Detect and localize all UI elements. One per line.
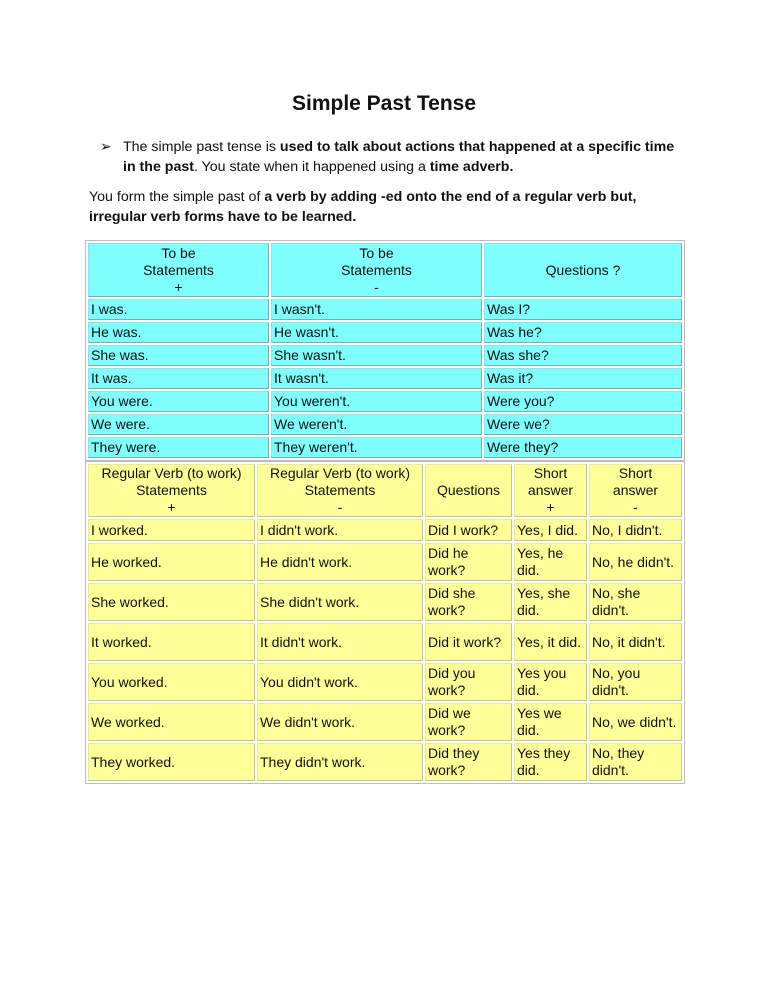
table-row bbox=[88, 543, 682, 581]
table-cell: You were. bbox=[88, 391, 269, 412]
table-cell: I didn't work. bbox=[257, 519, 423, 541]
table-row bbox=[88, 322, 682, 343]
table-row bbox=[88, 345, 682, 366]
text: You form the simple past of bbox=[89, 189, 265, 205]
table-cell: It wasn't. bbox=[271, 368, 482, 389]
table-cell: Were you? bbox=[484, 391, 682, 412]
table-cell: Was he? bbox=[484, 322, 682, 343]
table-cell: You weren't. bbox=[271, 391, 482, 412]
table-cell: She wasn't. bbox=[271, 345, 482, 366]
header-line: + bbox=[167, 499, 176, 515]
table-cell: Did she work? bbox=[425, 583, 512, 621]
table-row bbox=[88, 437, 682, 458]
table-row bbox=[88, 414, 682, 435]
header-line: To be bbox=[161, 244, 196, 261]
header-line: Statements bbox=[143, 261, 214, 278]
table-cell: She was. bbox=[88, 345, 269, 366]
header-line: Statements bbox=[136, 482, 207, 498]
header-row bbox=[88, 243, 682, 297]
table-cell: We were. bbox=[88, 414, 269, 435]
header-line: - bbox=[374, 278, 379, 295]
header-line: Questions ? bbox=[545, 261, 621, 278]
column-header bbox=[271, 243, 482, 297]
table-cell: Did they work? bbox=[425, 743, 512, 781]
header-line: Statements bbox=[304, 482, 376, 498]
header-line: answer bbox=[612, 482, 659, 498]
table-cell: Did it work? bbox=[425, 623, 512, 661]
table-cell: You worked. bbox=[88, 663, 255, 701]
table-cell: Was I? bbox=[484, 299, 682, 320]
header-line: To be bbox=[359, 244, 394, 261]
table-cell: We didn't work. bbox=[257, 703, 423, 741]
table-cell: Yes, it did. bbox=[514, 623, 587, 661]
text: The simple past tense is bbox=[123, 139, 280, 155]
bold-text: a verb by adding -ed onto the end of a regular verb but, irregular verb forms have to be learned. bbox=[89, 189, 637, 225]
table-cell: No, it didn't. bbox=[589, 623, 682, 661]
table-cell: She didn't work. bbox=[257, 583, 423, 621]
header-line: Statements bbox=[341, 261, 412, 278]
table-cell: We weren't. bbox=[271, 414, 482, 435]
header-row bbox=[88, 464, 682, 517]
table-cell: Yes, I did. bbox=[514, 519, 587, 541]
table-cell: Did you work? bbox=[425, 663, 512, 701]
arrow-bullet-icon: ➢ bbox=[100, 139, 112, 155]
table-cell: Yes, she did. bbox=[514, 583, 587, 621]
header-line: Regular Verb (to work) bbox=[101, 465, 242, 481]
table-cell: She worked. bbox=[88, 583, 255, 621]
table-cell: You didn't work. bbox=[257, 663, 423, 701]
table-row bbox=[88, 663, 682, 701]
table-cell: It worked. bbox=[88, 623, 255, 661]
table-cell: Did we work? bbox=[425, 703, 512, 741]
table-row bbox=[88, 623, 682, 661]
page-title: Simple Past Tense bbox=[291, 92, 477, 115]
table-cell: Was she? bbox=[484, 345, 682, 366]
table-cell: Were we? bbox=[484, 414, 682, 435]
table-row bbox=[88, 583, 682, 621]
table-cell: Did he work? bbox=[425, 543, 512, 581]
column-header bbox=[514, 464, 587, 517]
table-cell: Were they? bbox=[484, 437, 682, 458]
table-cell: Did I work? bbox=[425, 519, 512, 541]
header-line: Short bbox=[533, 465, 568, 481]
table-row bbox=[88, 391, 682, 412]
table-cell: Yes they did. bbox=[514, 743, 587, 781]
table-cell: I was. bbox=[88, 299, 269, 320]
header-line: + bbox=[174, 278, 183, 295]
column-header bbox=[88, 464, 255, 517]
column-header bbox=[257, 464, 423, 517]
column-header bbox=[589, 464, 682, 517]
regular-verb-table bbox=[85, 461, 685, 784]
text: . You state when it happened using a bbox=[193, 159, 430, 175]
header-line: + bbox=[546, 499, 555, 515]
column-header bbox=[484, 243, 682, 297]
table-cell: No, they didn't. bbox=[589, 743, 682, 781]
table-cell: No, you didn't. bbox=[589, 663, 682, 701]
table-cell: They were. bbox=[88, 437, 269, 458]
header-line: Questions bbox=[436, 482, 501, 498]
table-cell: No, she didn't. bbox=[589, 583, 682, 621]
table-cell: No, he didn't. bbox=[589, 543, 682, 581]
header-line: Short bbox=[618, 465, 653, 481]
to-be-table bbox=[85, 240, 685, 461]
table-cell: He worked. bbox=[88, 543, 255, 581]
table-cell: He was. bbox=[88, 322, 269, 343]
table-cell: He didn't work. bbox=[257, 543, 423, 581]
table-row bbox=[88, 703, 682, 741]
header-line: Regular Verb (to work) bbox=[269, 465, 411, 481]
table-cell: It was. bbox=[88, 368, 269, 389]
table-cell: Yes, he did. bbox=[514, 543, 587, 581]
table-row bbox=[88, 519, 682, 541]
bold-text: time adverb. bbox=[429, 159, 514, 175]
header-line: answer bbox=[527, 482, 574, 498]
table-cell: No, we didn't. bbox=[589, 703, 682, 741]
column-header bbox=[425, 464, 512, 517]
bullet-point bbox=[100, 137, 680, 177]
table-cell: They weren't. bbox=[271, 437, 482, 458]
table-row bbox=[88, 743, 682, 781]
header-line: - bbox=[633, 499, 638, 515]
table-cell: Yes we did. bbox=[514, 703, 587, 741]
table-cell: Was it? bbox=[484, 368, 682, 389]
table-cell: I wasn't. bbox=[271, 299, 482, 320]
table-cell: I worked. bbox=[88, 519, 255, 541]
table-row bbox=[88, 299, 682, 320]
column-header bbox=[88, 243, 269, 297]
table-cell: We worked. bbox=[88, 703, 255, 741]
table-cell: No, I didn't. bbox=[589, 519, 682, 541]
table-cell: He wasn't. bbox=[271, 322, 482, 343]
intro-paragraph bbox=[89, 187, 689, 227]
table-cell: They didn't work. bbox=[257, 743, 423, 781]
header-line: - bbox=[337, 499, 343, 515]
bold-text: used to talk about actions that happened at a specific time in the past bbox=[123, 139, 675, 175]
table-cell: It didn't work. bbox=[257, 623, 423, 661]
table-row bbox=[88, 368, 682, 389]
table-cell: Yes you did. bbox=[514, 663, 587, 701]
table-cell: They worked. bbox=[88, 743, 255, 781]
